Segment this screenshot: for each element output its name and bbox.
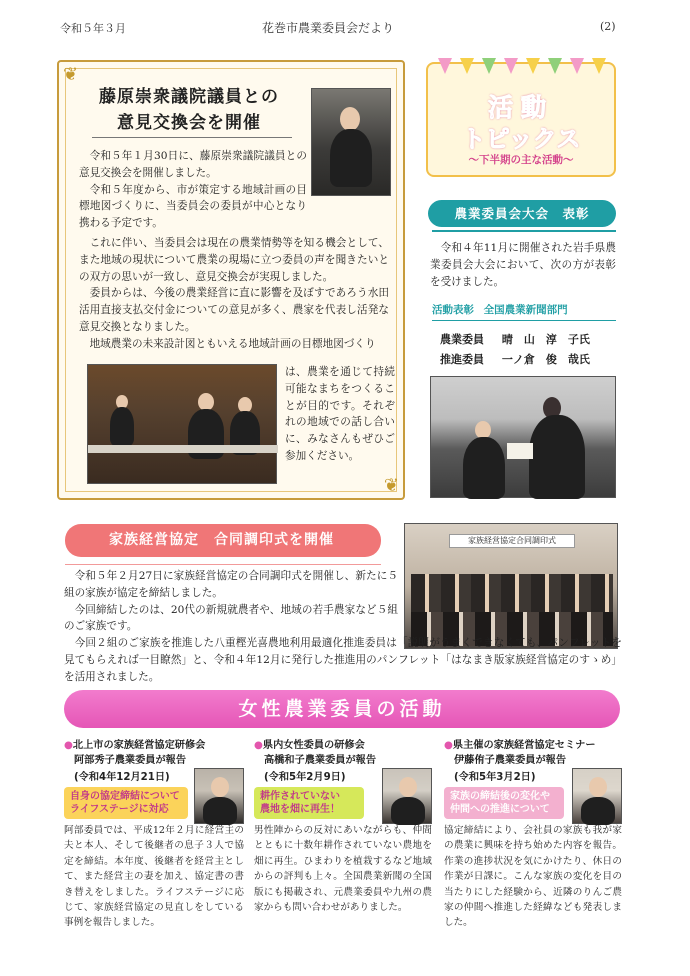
recipient-row [440,330,590,350]
award-banner-underline [432,230,616,232]
column-title: ●県内女性委員の研修会 [254,740,365,751]
pennant-icon [592,58,606,74]
issue-date: 令和５年３月 [60,22,126,35]
person-head [340,107,360,131]
recipient-row [440,350,590,370]
person-body [110,407,134,447]
pennant-icon [482,58,496,74]
photo-speaker [311,88,391,196]
pennant-icon [570,58,584,74]
pennant-icon [438,58,452,74]
feature-paragraph: これに伴い、当委員会は現在の農業情勢等を知る機会として、また地域の現状について農業の現場に立つ委員の声を聞きたいとの双方の思いが一致し、意見交換会が実現しました。 [79,237,389,283]
feature-paragraph: 委員からは、今後の農業経営に直に影響を及ぼすであろう水田活用直接支払交付金についての意見が多く、農家を代表し活発な意見交換となりました。 [79,287,389,333]
feature-title-line2: 意見交換会を開催 [117,113,261,133]
photo-meeting [87,364,277,484]
column-body: 協定締結により、会社員の家族も我が家の農業に興味を持ち始めた内容を報告。作業の進捗状況を気にかけたり、休日の作業が日課に。こんな家族の変化を目の当たりにした経験から、近隣のりんご農家の仲間へ推進した経緯なども発表しました。 [444,825,622,929]
column-reporter: 高橋和子農業委員が報告 [264,755,377,766]
feature-continuation: は、農業を通じて持続可能なまちをつくることが目的です。それぞれの地域での話し合いに、みなさんもぜひご参加ください。 [285,366,395,462]
family-paragraph: 令和５年２月27日に家族経営協定の合同調印式を開催し、新たに５組の家族が協定を締結しました。 [64,570,398,599]
certificate [507,443,533,459]
women-banner: 女性農業委員の活動 [64,690,620,728]
ornament-icon: ❦ [383,475,399,496]
family-banner-underline [65,564,381,565]
title-divider [92,137,292,138]
column-title: ●北上市の家族経営協定研修会 [64,740,206,751]
newsletter-title: 花巻市農業委員会だより [262,21,395,35]
column-title: ●県主催の家族経営協定セミナー [444,740,596,751]
topics-header [426,62,616,177]
family-body [64,568,622,686]
recipient-role: 推進委員 [440,353,484,366]
column-tag: 家族の締結後の変化や 仲間への推進について [444,787,564,819]
table-edge [88,445,278,453]
pennant-icon [548,58,562,74]
person-head [589,777,607,797]
page-number: (2) [600,20,616,33]
person-head [399,777,417,797]
pennant-icon [526,58,540,74]
person-body [529,415,585,499]
family-banner: 家族経営協定 合同調印式を開催 [65,524,381,557]
topics-subtitle: ～下半期の主な活動～ [468,154,574,166]
person-head [211,777,229,797]
pennant-icon [460,58,474,74]
feature-paragraph: 令和５年１月30日に、藤原崇衆議院議員との意見交換会を開催しました。 [79,150,307,179]
column-body: 阿部委員では、平成12年２月に経営主の夫と本人、そして後継者の息子３人で協定を締結。本年度、後継者を経営主として、また経営主の妻を加え、協定書の書き替えをしました。ライフステージに応じて、家族経営協定の見直しをしている事例を報告しました。 [64,825,244,929]
feature-title [89,84,289,136]
women-column-1 [64,736,244,931]
sign-board: 家族経営協定合同調印式 [449,534,575,548]
women-column-3 [444,736,622,931]
topics-title-line2: トピックス [461,125,581,153]
column-tag: 自身の協定締結について ライフステージに対応 [64,787,188,819]
feature-body-top [79,148,307,232]
person-body [463,437,505,499]
feature-title-line1: 藤原崇衆議院議員との [99,87,279,107]
column-reporter: 伊藤侑子農業委員が報告 [454,755,567,766]
feature-paragraph: 令和５年度から、市が策定する地域計画の目標地図づくりに、当委員会の委員が中心となり携わる予定です。 [79,183,307,230]
person-body [330,129,372,187]
family-paragraph: 今回締結したのは、20代の新規就農者や、地域の若手農家など５組のご家族です。 [64,603,398,633]
feature-paragraph: 地域農業の未来設計図ともいえる地域計画の目標地図づくり [89,337,376,350]
column-date: (令和4年12月21日) [74,772,170,783]
bullet-icon: ● [444,740,453,751]
column-tag: 耕作されていない 農地を畑に再生！ [254,787,364,819]
award-category-underline [432,320,616,321]
person-body [581,797,615,825]
award-recipients [440,330,590,370]
family-paragraph: 今回２組のご家族を推進した八重樫光喜農地利用最適化推進委員は「説明がうまくできなくても、パンフレットを見てもらえれば一目瞭然」と、令和４年12月に発行した推進用のパンフレット「はなまき版家族経営協定のすゝめ」を活用されました。 [64,637,622,683]
award-text: 令和４年11月に開催された岩手県農業委員会大会において、次の方が表彰を受けました。 [430,242,616,288]
person-body [203,797,237,825]
photo-reporter-2 [382,768,432,824]
bullet-icon: ● [64,740,73,751]
photo-reporter-1 [194,768,244,824]
pennant-icon [504,58,518,74]
column-date: (令和5年3月2日) [454,772,536,783]
award-label: 活動表彰 [432,304,474,316]
award-category [432,302,568,317]
feature-body-mid [79,235,389,353]
recipient-name: 晴 山 淳 子氏 [501,333,590,346]
recipient-role: 農業委員 [440,333,484,346]
topics-title-line1: 活動 [487,93,554,122]
feature-article [57,60,405,500]
women-column-2 [254,736,432,915]
photo-reporter-3 [572,768,622,824]
award-org: 全国農業新聞部門 [483,304,568,316]
photo-award-ceremony [430,376,616,498]
bullet-icon: ● [254,740,263,751]
person-body [391,797,425,825]
award-banner: 農業委員会大会 表彰 [428,200,616,227]
ornament-icon: ❦ [63,64,79,85]
column-date: (令和5年2月9日) [264,772,346,783]
column-reporter: 阿部秀子農業委員が報告 [74,755,187,766]
column-body: 男性陣からの反対にあいながらも、仲間とともに十数年耕作されていない農地を畑に再生。ひまわりを植栽するなど地域からの評判も上々。全国農業新聞の全国版にも掲載され、元農業委員や九州の農家からも問い合わせがありました。 [254,825,432,914]
recipient-name: 一ノ倉 俊 哉氏 [501,353,590,366]
